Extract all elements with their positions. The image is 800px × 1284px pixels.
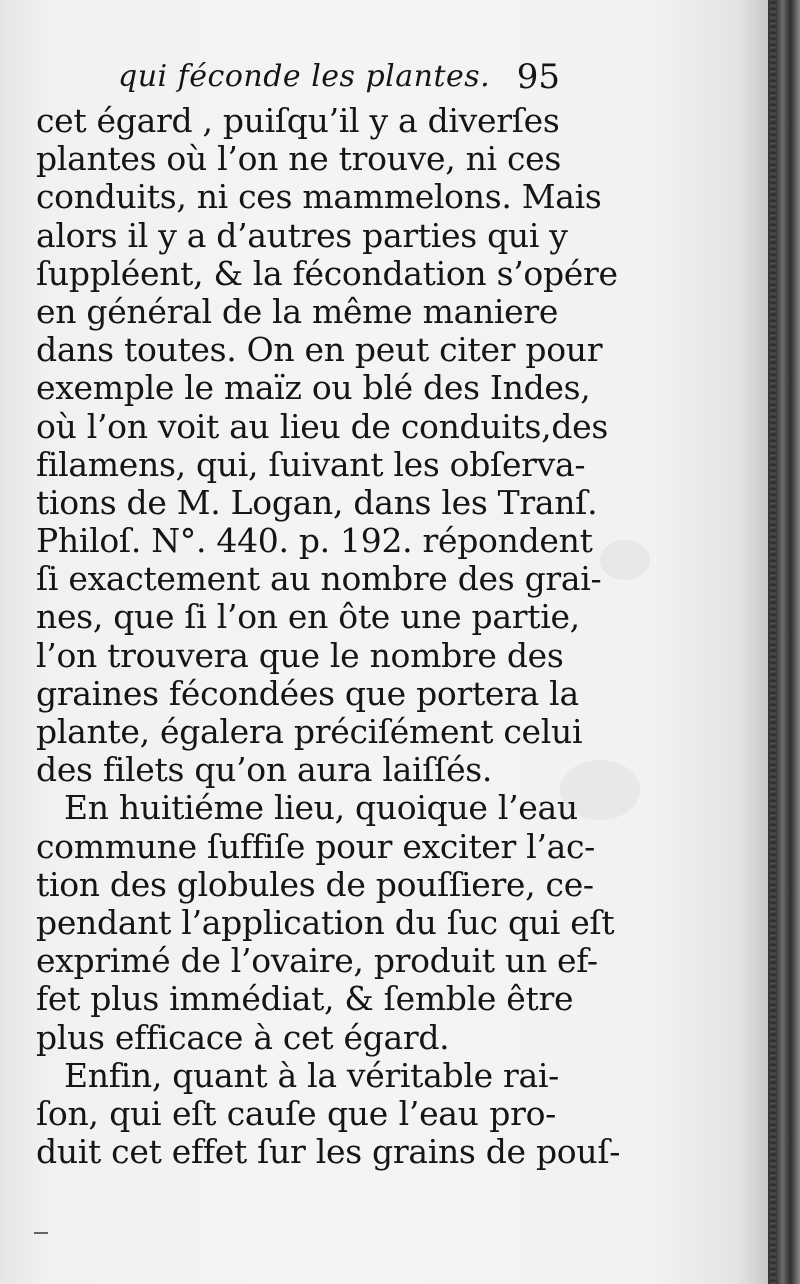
text-line: plantes où l’on ne trouve, ni ces [36,139,562,179]
text-line: en général de la même maniere [36,291,559,331]
margin-mark [34,1232,48,1234]
text-line: où l’on voit au lieu de conduits,des [36,406,609,446]
page-header [36,52,560,102]
text-line: des filets qu’on aura laiſſés. [36,750,493,790]
text-line: tion des globules de pouſſiere, ce- [36,864,594,904]
running-head: qui féconde les plantes. [118,59,491,94]
text-line: pendant l’application du ſuc qui eſt [36,902,615,942]
text-line: nes, que ſi l’on en ôte une partie, [36,597,580,637]
text-line: exemple le maïz ou blé des Indes, [36,368,591,408]
text-line: dans toutes. On en peut citer pour [36,330,603,370]
text-line: fet plus immédiat, & ſemble être [36,979,574,1019]
text-line: alors il y a d’autres parties qui y [36,215,568,255]
page-edges [770,0,776,1284]
page-number: 95 [516,57,560,97]
page-text [36,52,621,1172]
text-line: ſon, qui eſt cauſe que l’eau pro- [36,1093,556,1133]
text-line: graines fécondées que portera la [36,673,579,713]
text-line: duit cet effet ſur les grains de pouſ- [36,1132,621,1172]
text-line: filamens, qui, ſuivant les obſerva- [36,444,586,484]
text-line: plus efficace à cet égard. [36,1017,450,1057]
text-line: Enfin, quant à la véritable rai- [64,1055,559,1095]
text-line: ſi exactement au nombre des grai- [36,559,602,599]
text-line: ſuppléent, & la fécondation s’opére [36,253,618,293]
text-line: Philoſ. N°. 440. p. 192. répondent [36,521,593,561]
text-line: plante, égalera préciſément celui [36,712,583,751]
text-line: conduits, ni ces mammelons. Mais [36,177,602,217]
paper-stain [600,540,650,580]
text-line: En huitiéme lieu, quoique l’eau [64,788,578,828]
text-line: l’on trouvera que le nombre des [36,635,564,675]
text-line: exprimé de l’ovaire, produit un ef- [36,941,598,981]
text-line: cet égard , puiſqu’il y a diverſes [36,101,560,140]
text-line: commune ſuffiſe pour exciter l’ac- [36,826,596,866]
text-line: tions de M. Logan, dans les Tranſ. [36,482,598,522]
